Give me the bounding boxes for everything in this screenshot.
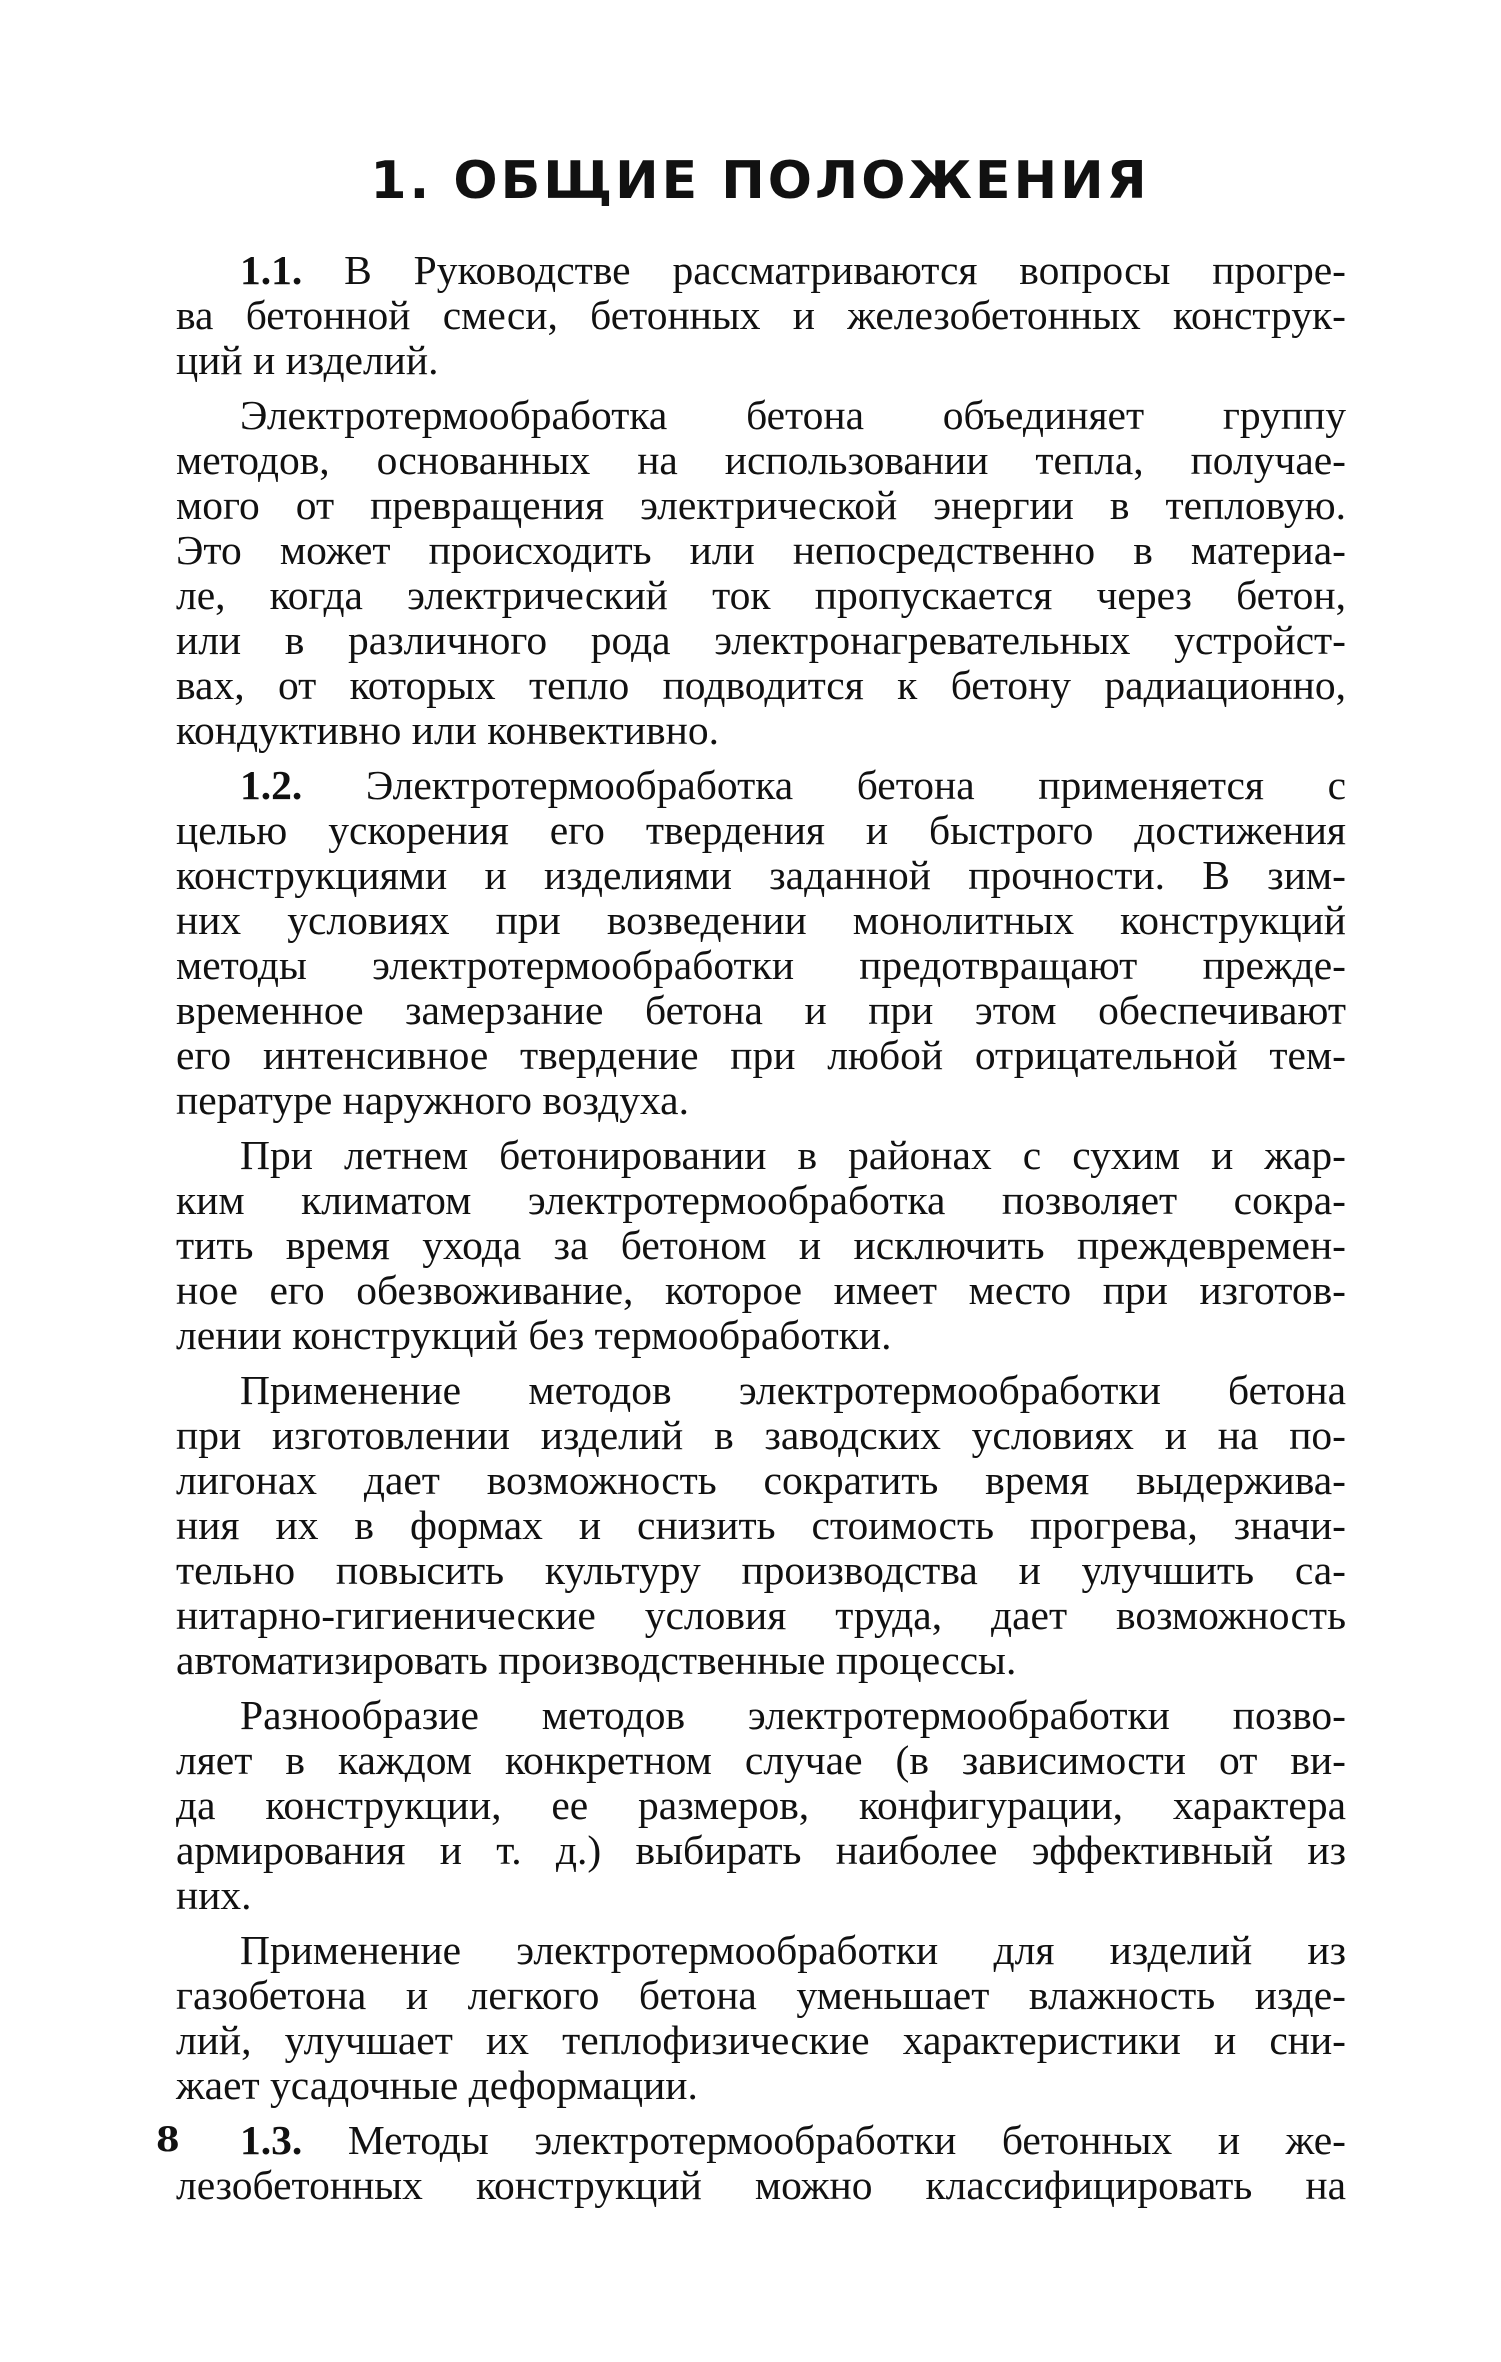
text-line: Разнообразие методов электротермообработки позво- bbox=[240, 1692, 1346, 1738]
text-line: временное замерзание бетона и при этом обеспечивают bbox=[176, 987, 1346, 1033]
paragraph-gas-concrete bbox=[176, 1928, 1346, 2108]
text-line: 1.3. Методы электротермообработки бетонных и же- bbox=[240, 2117, 1346, 2163]
paragraph-electro bbox=[176, 393, 1346, 753]
paragraph-variety bbox=[176, 1693, 1346, 1918]
paragraph-1-2 bbox=[176, 763, 1346, 1123]
text-line: конструкциями и изделиями заданной прочности. В зим- bbox=[176, 852, 1346, 898]
text-line: газобетона и легкого бетона уменьшает влажность изде- bbox=[176, 1972, 1346, 2018]
text-line: Применение методов электротермообработки бетона bbox=[240, 1367, 1346, 1413]
text-line: 1.1. В Руководстве рассматриваются вопросы прогре- bbox=[240, 247, 1346, 293]
paragraph-application bbox=[176, 1368, 1346, 1683]
paragraph-1-3 bbox=[176, 2118, 1346, 2208]
text-line: ния их в формах и снизить стоимость прогрева, значи- bbox=[176, 1502, 1346, 1548]
text-line: них. bbox=[176, 1872, 252, 1918]
text-line: или в различного рода электронагревательных устройст- bbox=[176, 617, 1346, 663]
body-text bbox=[176, 248, 1346, 2208]
text-line: ле, когда электрический ток пропускается через бетон, bbox=[176, 572, 1346, 618]
text-line: ное его обезвоживание, которое имеет место при изготов- bbox=[176, 1267, 1346, 1313]
page-number: 8 bbox=[156, 2120, 180, 2160]
paragraph-summer bbox=[176, 1133, 1346, 1358]
text-line: ким климатом электротермообработка позволяет сокра- bbox=[176, 1177, 1346, 1223]
text-line: 1.2. Электротермообработка бетона применяется с bbox=[240, 762, 1346, 808]
text-line: при изготовлении изделий в заводских условиях и на по- bbox=[176, 1412, 1346, 1458]
text-line: нитарно-гигиенические условия труда, дает возможность bbox=[176, 1592, 1346, 1638]
text-line: Применение электротермообработки для изделий из bbox=[240, 1927, 1346, 1973]
text-line: автоматизировать производственные процессы. bbox=[176, 1637, 1017, 1683]
text-line: При летнем бетонировании в районах с сухим и жар- bbox=[240, 1132, 1346, 1178]
chapter-title: 1. ОБЩИЕ ПОЛОЖЕНИЯ bbox=[370, 151, 1150, 211]
paragraph-1-1 bbox=[176, 248, 1346, 383]
text-line: да конструкции, ее размеров, конфигурации, характера bbox=[176, 1782, 1346, 1828]
text-line: армирования и т. д.) выбирать наиболее эффективный из bbox=[176, 1827, 1346, 1873]
text-line: целью ускорения его твердения и быстрого достижения bbox=[176, 807, 1346, 853]
text-line: лезобетонных конструкций можно классифицировать на bbox=[176, 2162, 1346, 2208]
text-line: мого от превращения электрической энергии в тепловую. bbox=[176, 482, 1346, 528]
text-line: ляет в каждом конкретном случае (в зависимости от ви- bbox=[176, 1737, 1346, 1783]
text-line: пературе наружного воздуха. bbox=[176, 1077, 689, 1123]
text-line: лигонах дает возможность сократить время выдержива- bbox=[176, 1457, 1346, 1503]
text-line: лении конструкций без термообработки. bbox=[176, 1312, 892, 1358]
text-line: ций и изделий. bbox=[176, 337, 439, 383]
section-number: 1.2. bbox=[240, 762, 303, 808]
text-line: методов, основанных на использовании тепла, получае- bbox=[176, 437, 1346, 483]
text-line: ва бетонной смеси, бетонных и железобетонных конструк- bbox=[176, 292, 1346, 338]
text-line: лий, улучшает их теплофизические характеристики и сни- bbox=[176, 2017, 1346, 2063]
text-line: методы электротермообработки предотвращают прежде- bbox=[176, 942, 1346, 988]
section-number: 1.1. bbox=[240, 247, 303, 293]
section-number: 1.3. bbox=[240, 2117, 303, 2163]
text-line: тельно повысить культуру производства и улучшить са- bbox=[176, 1547, 1346, 1593]
text-line: кондуктивно или конвективно. bbox=[176, 707, 719, 753]
text-line: его интенсивное твердение при любой отрицательной тем- bbox=[176, 1032, 1346, 1078]
text-line: тить время ухода за бетоном и исключить преждевремен- bbox=[176, 1222, 1346, 1268]
text-line: Это может происходить или непосредственно в материа- bbox=[176, 527, 1346, 573]
text-line: жает усадочные деформации. bbox=[176, 2062, 698, 2108]
text-line: вах, от которых тепло подводится к бетону радиационно, bbox=[176, 662, 1346, 708]
text-line: Электротермообработка бетона объединяет группу bbox=[240, 392, 1346, 438]
text-line: них условиях при возведении монолитных конструкций bbox=[176, 897, 1346, 943]
